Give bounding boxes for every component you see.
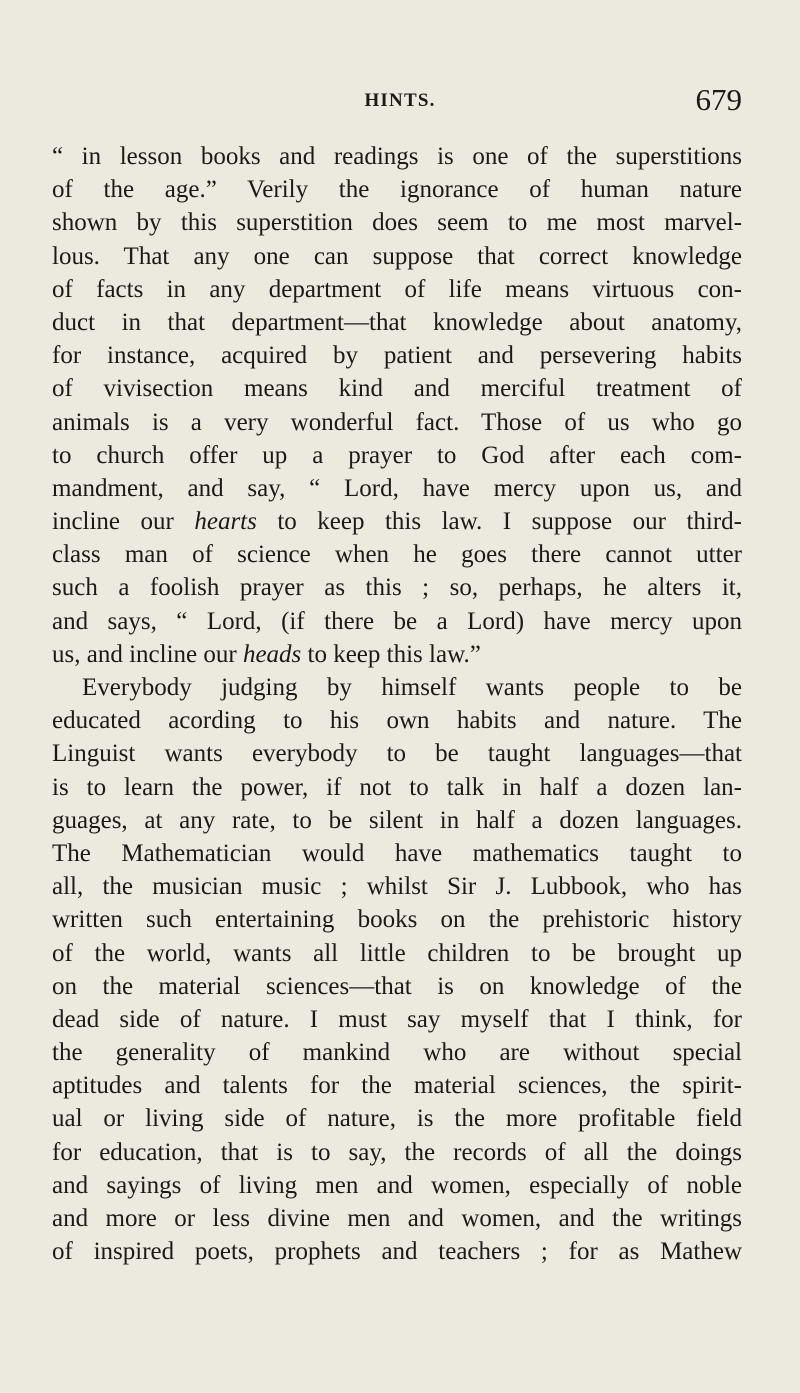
text-line: shown by this superstition does seem to me most marvel- (52, 209, 742, 237)
text-line: of inspired poets, prophets and teachers ; for as Mathew (52, 1238, 742, 1266)
text-line: of facts in any department of life means virtuous con- (52, 275, 742, 303)
text-line: The Mathematician would have mathematics taught to (52, 839, 742, 867)
text-line: Everybody judging by himself wants people to be (82, 674, 742, 701)
text-line: and says, “ Lord, (if there be a Lord) have mercy upon (52, 607, 742, 635)
text-line: dead side of nature. I must say myself that I think, for (52, 1005, 742, 1033)
running-head (0, 82, 800, 126)
text-line: of the age.” Verily the ignorance of human nature (52, 176, 742, 204)
body-text (52, 140, 742, 1268)
text-line: mandment, and say, “ Lord, have mercy upon us, and (52, 474, 742, 502)
text-line: and more or less divine men and women, and the writings (52, 1205, 742, 1232)
text-line: all, the musician music ; whilst Sir J. Lubbook, who has (52, 873, 742, 901)
text-line: aptitudes and talents for the material sciences, the spirit- (52, 1072, 742, 1100)
text-line: ual or living side of nature, is the more profitable field (52, 1105, 742, 1133)
text-line: and sayings of living men and women, especially of noble (52, 1171, 742, 1199)
text-line: lous. That any one can suppose that correct knowledge (52, 242, 742, 270)
text-line: guages, at any rate, to be silent in half a dozen languages. (52, 806, 742, 834)
text-line: of vivisection means kind and merciful treatment of (52, 375, 742, 403)
text-line: duct in that department—that knowledge about anatomy, (52, 308, 742, 336)
text-line: of the world, wants all little children to be brought up (52, 939, 742, 967)
italic-word: hearts (194, 508, 257, 536)
text-line: Linguist wants everybody to be taught languages—that (52, 740, 742, 768)
text-line: animals is a very wonderful fact. Those of us who go (52, 408, 742, 436)
text-line: written such entertaining books on the prehistoric history (52, 906, 742, 934)
running-title: HINTS. (364, 90, 436, 111)
text-line: the generality of mankind who are without special (52, 1039, 742, 1067)
text-line: educated acording to his own habits and nature. The (52, 707, 742, 735)
text-line: for education, that is to say, the records of all the doings (52, 1138, 742, 1166)
text-line: is to learn the power, if not to talk in half a dozen lan- (52, 773, 742, 801)
text-line: us, and incline our heads to keep this law.” (52, 640, 481, 668)
text-line: incline our hearts to keep this law. I suppose our third- (52, 508, 742, 536)
text-line: on the material sciences—that is on knowledge of the (52, 972, 742, 1000)
text-line: class man of science when he goes there cannot utter (52, 541, 742, 569)
page-number: 679 (695, 82, 742, 117)
text-line: for instance, acquired by patient and persevering habits (52, 342, 742, 370)
text-line: to church offer up a prayer to God after each com- (52, 441, 742, 469)
text-line: “ in lesson books and readings is one of the superstitions (52, 143, 742, 170)
text-line: such a foolish prayer as this ; so, perhaps, he alters it, (52, 574, 742, 602)
italic-word: heads (242, 640, 302, 668)
